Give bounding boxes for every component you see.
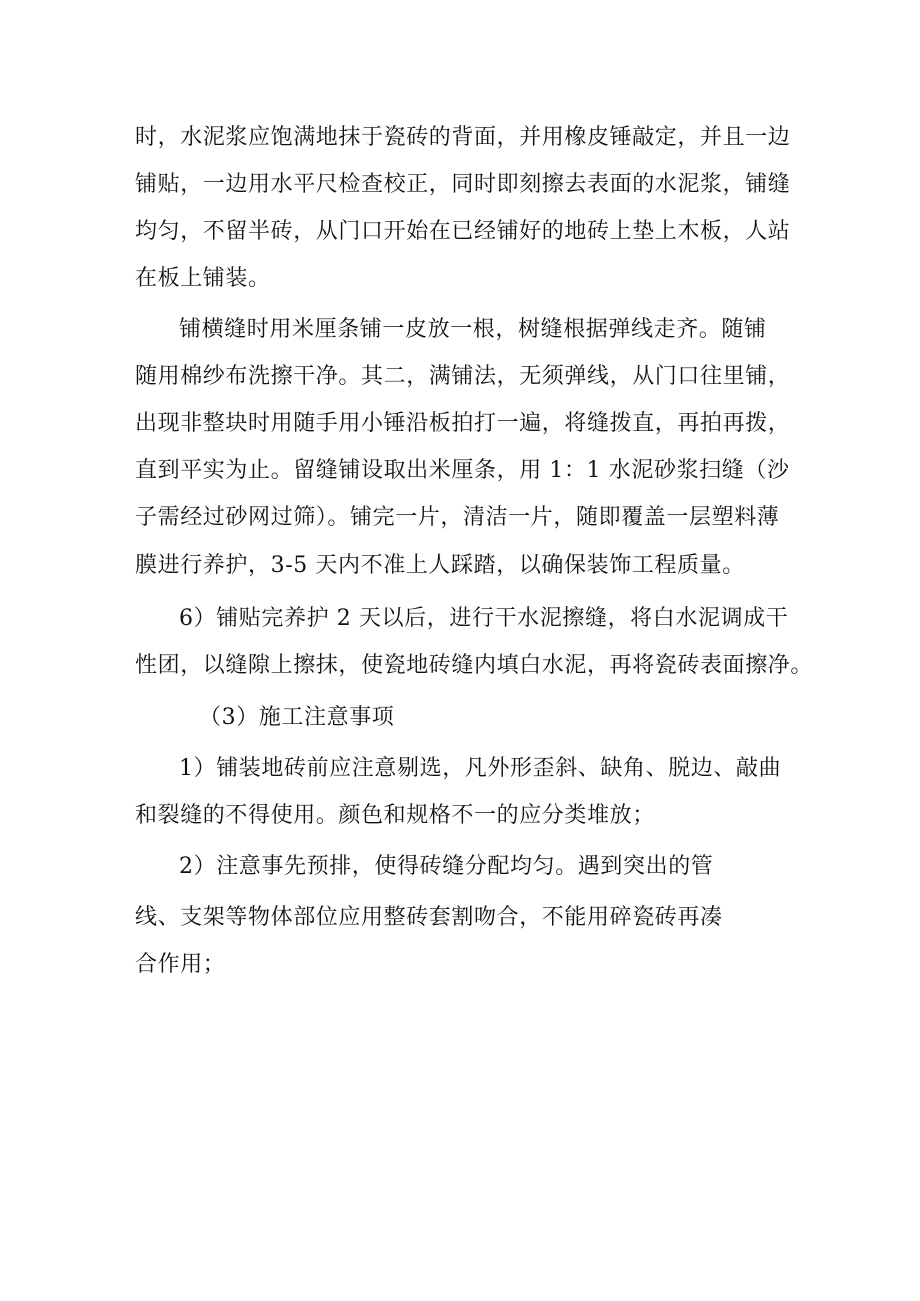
paragraph-4-line-1: 1）铺装地砖前应注意剔选，凡外形歪斜、缺角、脱边、敲曲 [179,756,782,781]
section-heading: （3）施工注意事项 [199,705,395,730]
paragraph-5-line-3: 合作用； [135,952,226,977]
paragraph-1-line-2: 铺贴，一边用水平尺检查校正，同时即刻擦去表面的水泥浆，铺缝 [135,172,791,197]
paragraph-5-line-2: 线、支架等物体部位应用整砖套割吻合，不能用碎瓷砖再凑 [135,905,723,930]
paragraph-1-line-4: 在板上铺装。 [135,266,271,291]
paragraph-1-line-3: 均匀，不留半砖，从门口开始在已经铺好的地砖上垫上木板，人站 [135,219,791,244]
paragraph-3-line-1: 6）铺贴完养护 2 天以后，进行干水泥擦缝，将白水泥调成干 [179,606,789,631]
paragraph-2-line-2: 随用棉纱布洗擦干净。其二，满铺法，无须弹线，从门口往里铺， [135,364,791,389]
paragraph-1-line-1: 时，水泥浆应饱满地抹于瓷砖的背面，并用橡皮锤敲定，并且一边 [135,125,791,150]
paragraph-2-line-6: 膜进行养护，3-5 天内不准上人踩踏，以确保装饰工程质量。 [135,553,745,578]
paragraph-4-line-2: 和裂缝的不得使用。颜色和规格不一的应分类堆放； [135,803,655,828]
paragraph-2-line-3: 出现非整块时用随手用小锤沿板拍打一遍，将缝拨直，再拍再拨， [135,411,791,436]
paragraph-2-line-5: 子需经过砂网过筛）。铺完一片，清洁一片，随即覆盖一层塑料薄 [135,505,780,530]
paragraph-5-line-1: 2）注意事先预排，使得砖缝分配均匀。遇到突出的管 [179,854,714,879]
paragraph-2-line-4: 直到平实为止。留缝铺设取出米厘条，用 1：1 水泥砂浆扫缝（沙 [135,458,790,483]
paragraph-2-line-1: 铺横缝时用米厘条铺一皮放一根，树缝根据弹线走齐。随铺 [179,317,767,342]
paragraph-3-line-2: 性团，以缝隙上擦抹，使瓷地砖缝内填白水泥，再将瓷砖表面擦净。 [135,653,814,678]
